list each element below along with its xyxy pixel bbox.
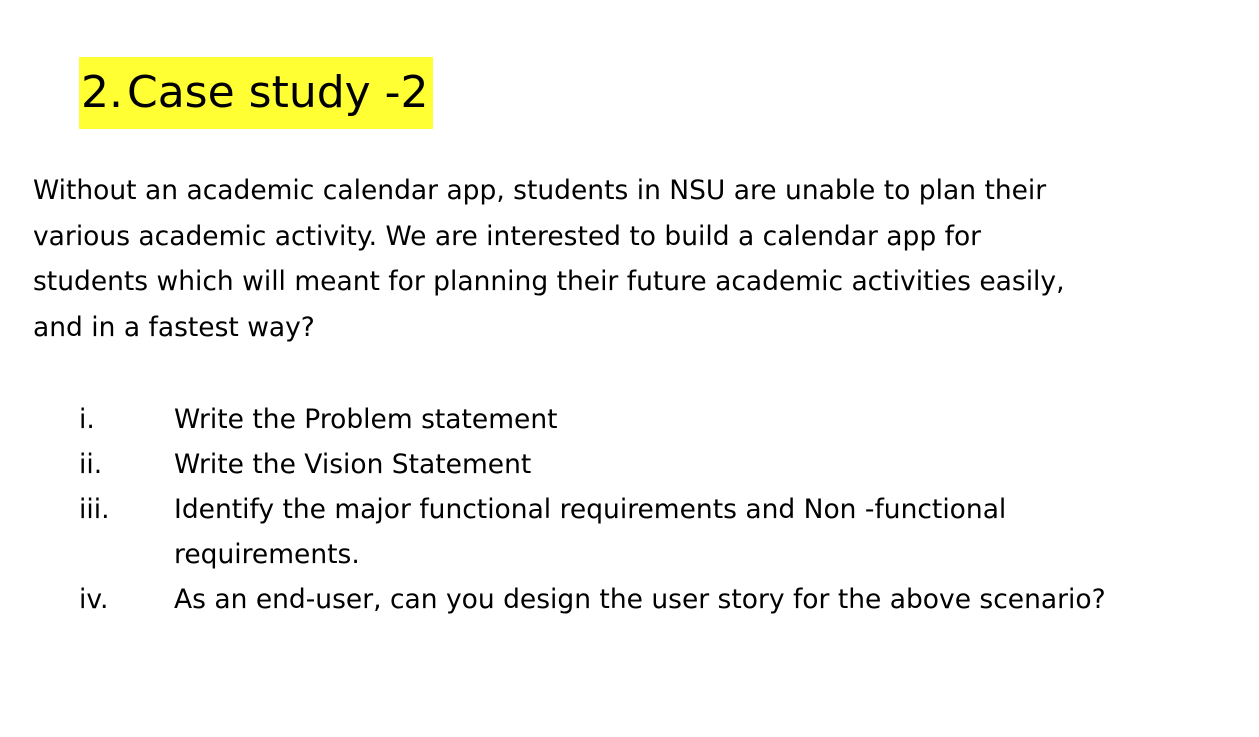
- task-marker: iv.: [79, 584, 109, 615]
- section-heading: [79, 57, 433, 129]
- task-item: [79, 577, 1254, 622]
- task-text: [174, 397, 1254, 442]
- task-marker: ii.: [79, 449, 103, 480]
- description-line: and in a fastest way?: [33, 311, 315, 343]
- task-text: [174, 487, 1254, 577]
- description-line: various academic activity. We are interested to build a calendar app for: [33, 220, 982, 252]
- section-number: 2.: [81, 67, 123, 118]
- task-text-line: requirements.: [174, 539, 360, 570]
- section-title: Case study -2: [127, 67, 429, 118]
- task-text-line: Write the Problem statement: [174, 404, 558, 435]
- case-description: [33, 168, 1233, 350]
- task-text-line: Identify the major functional requirements and Non -functional: [174, 494, 1007, 525]
- task-item: [79, 442, 1254, 487]
- task-list: [79, 397, 1254, 622]
- task-text: [174, 442, 1254, 487]
- task-text: [174, 577, 1254, 622]
- description-line: Without an academic calendar app, students in NSU are unable to plan their: [33, 175, 1047, 206]
- description-line: students which will meant for planning their future academic activities easily,: [33, 266, 1065, 297]
- task-marker: iii.: [79, 494, 110, 525]
- task-text-line: Write the Vision Statement: [174, 449, 532, 480]
- task-text-line: As an end-user, can you design the user story for the above scenario?: [174, 584, 1106, 615]
- task-item: [79, 397, 1254, 442]
- task-marker: i.: [79, 404, 95, 435]
- task-item: [79, 487, 1254, 577]
